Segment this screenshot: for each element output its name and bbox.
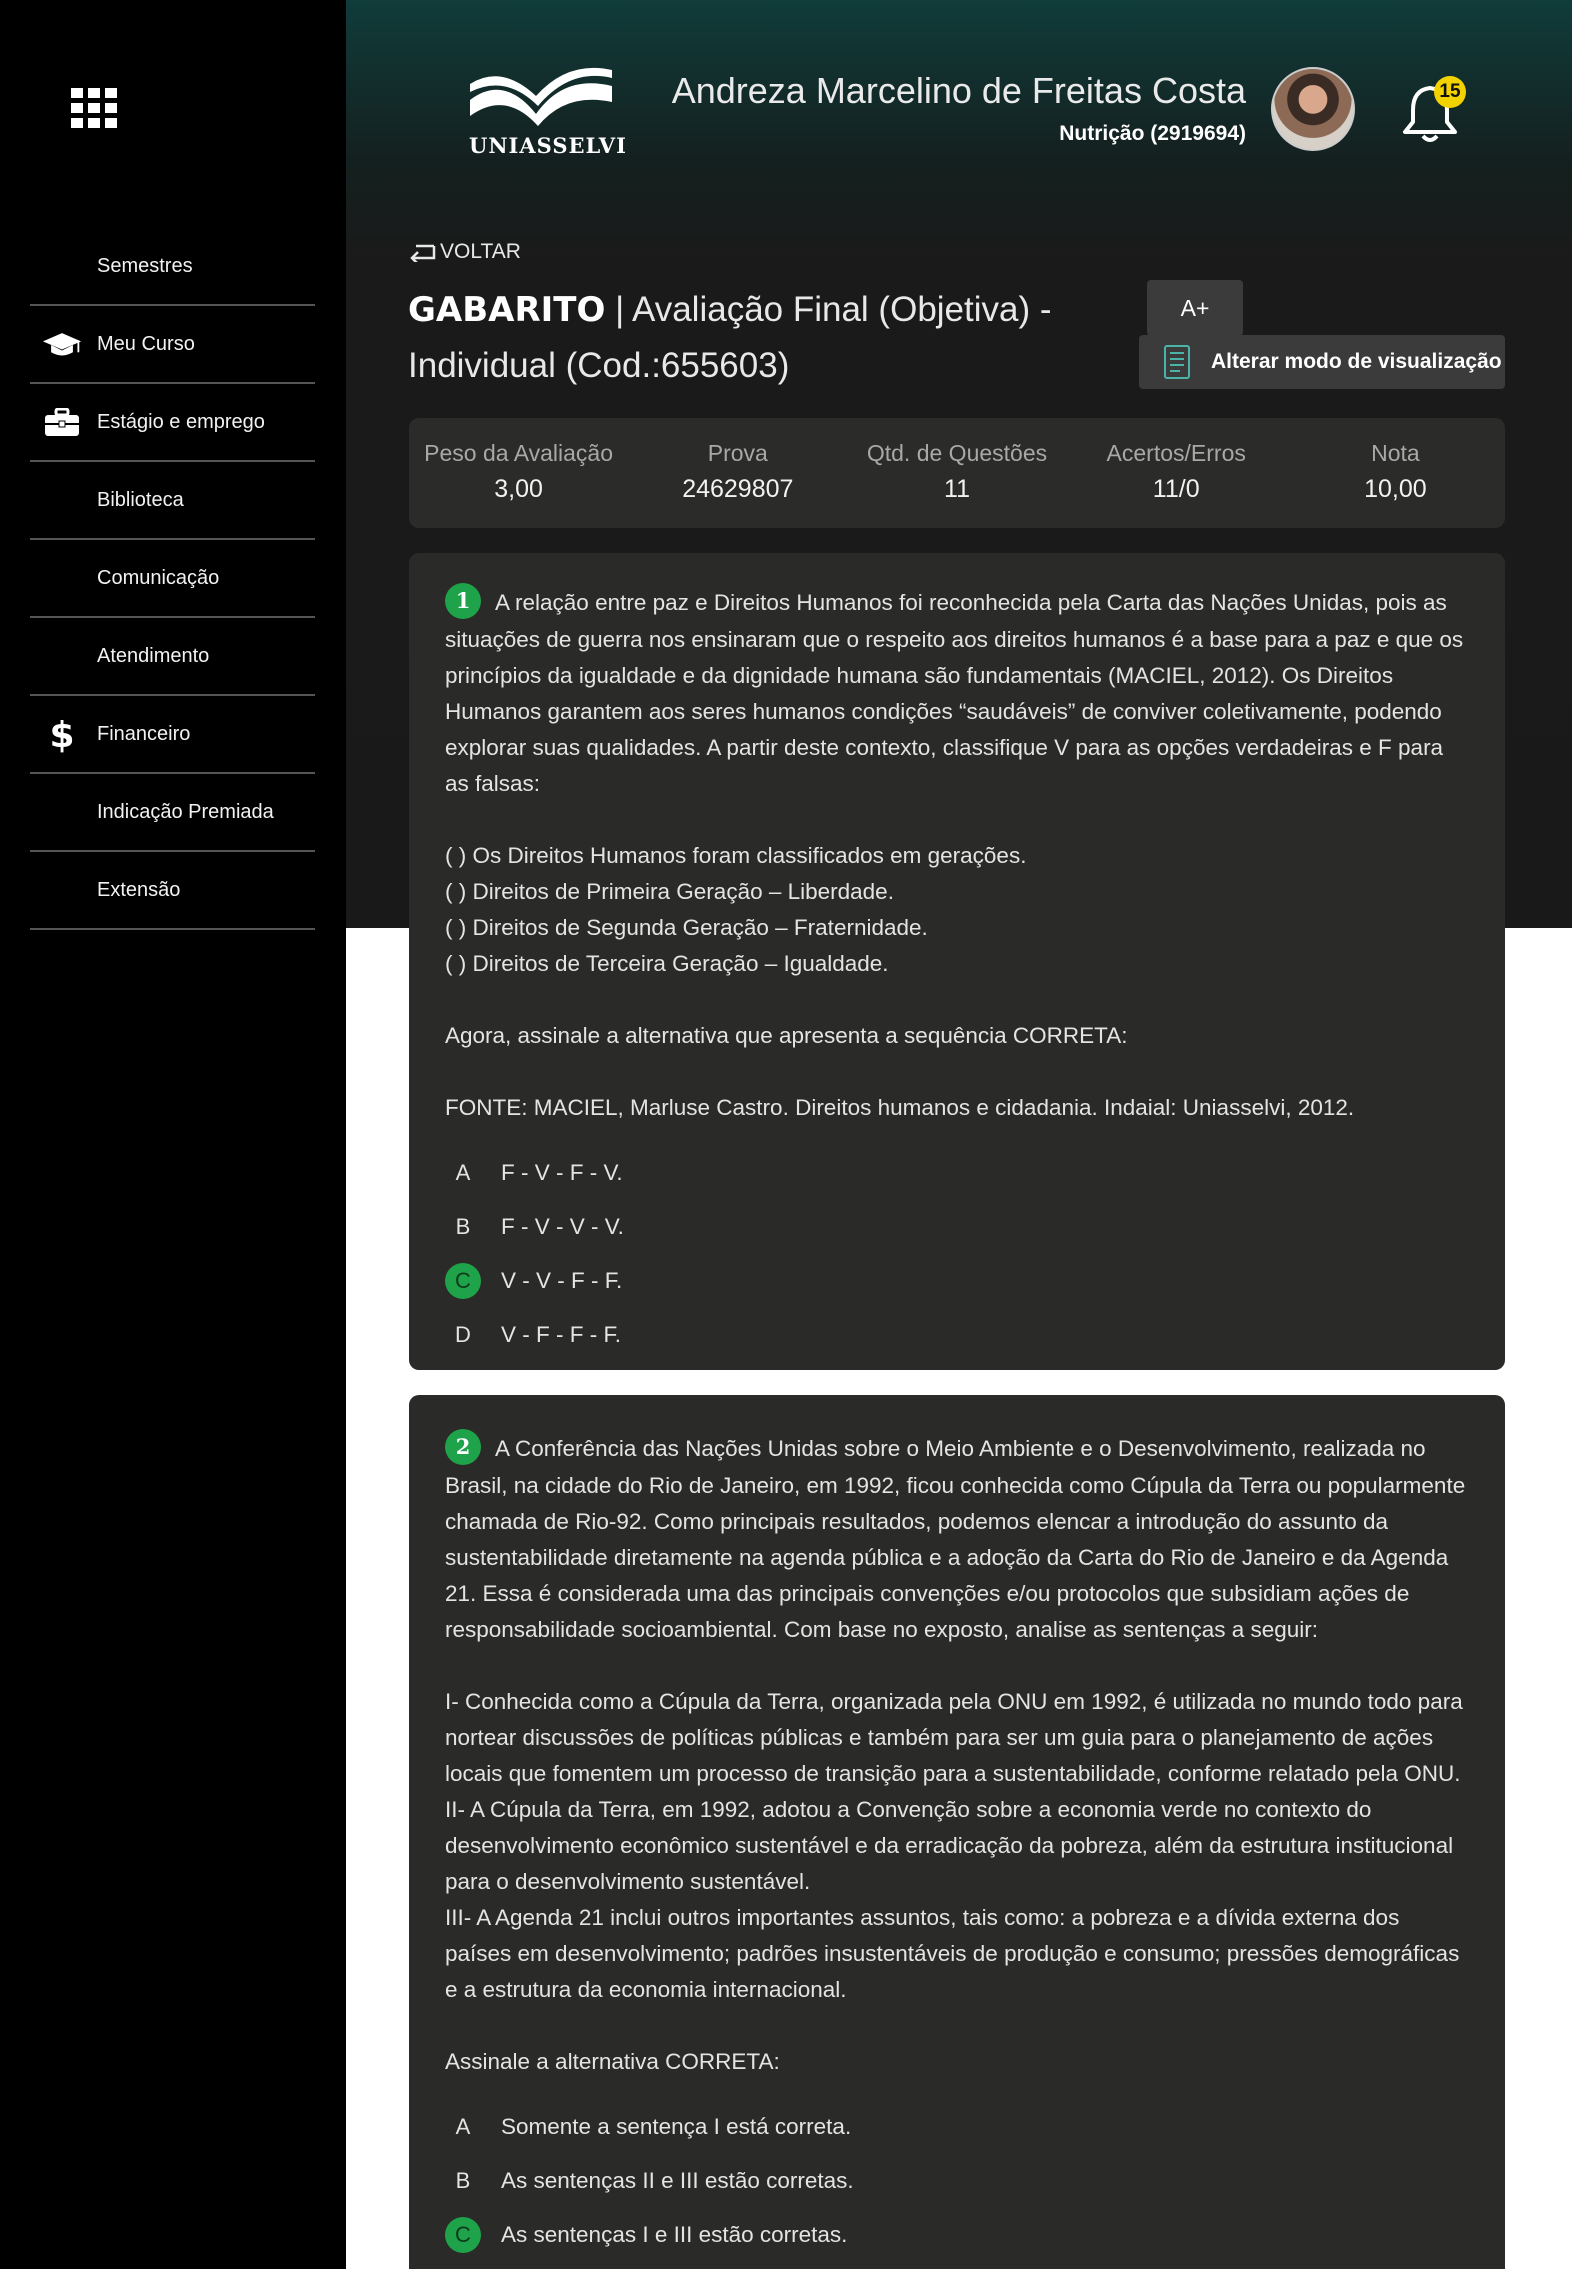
option-letter: A [455, 2114, 471, 2140]
statement: I- Conhecida como a Cúpula da Terra, organizada pela ONU em 1992, é utilizada no mundo todo para nortear discussões de políticas públicas e também para ser um guia para o planejamento de ações locais que fomentem um processo de transição para a sustentabilidade, conforme relatado pela ONU. [445, 1689, 1463, 1787]
uniasselvi-logo[interactable] [466, 66, 627, 162]
option-text: F - V - V - V. [501, 1214, 624, 1240]
stat-value: 11 [944, 475, 970, 503]
question-source: FONTE: MACIEL, Marluse Castro. Direitos humanos e cidadania. Indaial: Uniasselvi, 2012. [445, 1095, 1355, 1121]
option-letter: D [455, 1322, 471, 1348]
change-view-mode-button[interactable] [1139, 335, 1505, 389]
statement: ( ) Direitos de Primeira Geração – Liberdade. [445, 879, 894, 905]
question-card-2 [409, 1395, 1505, 2269]
question-prompt: Assinale a alternativa CORRETA: [445, 2049, 780, 2075]
option-letter: B [455, 2168, 471, 2194]
question-card-1 [409, 553, 1505, 1370]
statement: ( ) Direitos de Segunda Geração – Fraternidade. [445, 915, 928, 941]
sidebar-item-label: Comunicação [97, 566, 220, 589]
sidebar-item-estagio[interactable] [30, 384, 315, 462]
option-b[interactable] [445, 1200, 1469, 1254]
stat-value: 10,00 [1364, 475, 1427, 503]
sidebar-item-label: Extensão [97, 878, 181, 901]
sidebar-menu [30, 228, 315, 930]
sidebar-item-financeiro[interactable] [30, 696, 315, 774]
option-c-correct[interactable] [445, 2208, 1469, 2262]
view-mode-label: Alterar modo de visualização [1211, 350, 1502, 373]
sidebar-item-label: Indicação Premiada [97, 800, 274, 823]
stat-label: Acertos/Erros [1106, 440, 1246, 466]
page-title [408, 282, 1068, 394]
user-course: Nutrição (2919694) [1059, 122, 1246, 145]
briefcase-icon [42, 406, 82, 440]
sidebar-item-extensao[interactable] [30, 852, 315, 930]
evaluation-stats [409, 418, 1505, 528]
document-icon [1163, 344, 1191, 380]
answer-options [445, 2100, 1469, 2262]
question-intro-text: A Conferência das Nações Unidas sobre o Meio Ambiente e o Desenvolvimento, realizada no Brasil, na cidade do Rio de Janeiro, em 1992, ficou conhecida como Cúpula da Terra ou popularmente chamada de Rio-92. Como principais resultados, podemos elencar a introdução do assunto da sustentabilidade diretamente na agenda pública e a adoção da Carta do Rio de Janeiro e da Agenda 21. Essa é considerada uma das principais convenções e/ou protocolos que subsidiam ações de responsabilidade socioambiental. Com base no exposto, analise as sentenças a seguir: [445, 1436, 1466, 1643]
page-title-rest: | Avaliação Final (Objetiva) - Individual (Cod.:655603) [408, 290, 1052, 385]
stat-nota [1286, 418, 1505, 528]
avatar[interactable] [1271, 67, 1355, 151]
option-text: F - V - F - V. [501, 1160, 623, 1186]
sidebar-item-label: Estágio e emprego [97, 410, 265, 433]
back-arrow-icon [408, 242, 436, 262]
back-link[interactable] [408, 240, 521, 264]
stat-acertos-erros [1067, 418, 1286, 528]
sidebar-item-label: Financeiro [97, 722, 191, 745]
question-prompt: Agora, assinale a alternativa que apresenta a sequência CORRETA: [445, 1023, 1128, 1049]
stat-peso [409, 418, 628, 528]
question-intro [445, 1431, 1469, 1648]
increase-font-button[interactable]: A+ [1147, 280, 1243, 336]
option-letter-correct: C [445, 1263, 481, 1299]
option-a[interactable] [445, 1146, 1469, 1200]
graduation-cap-icon [42, 328, 82, 362]
sidebar-item-indicacao[interactable] [30, 774, 315, 852]
sidebar-item-meu-curso[interactable] [30, 306, 315, 384]
option-text: As sentenças I e III estão corretas. [501, 2222, 848, 2248]
stat-prova [628, 418, 847, 528]
option-b[interactable] [445, 2154, 1469, 2208]
option-text: Somente a sentença I está correta. [501, 2114, 852, 2140]
sidebar-item-label: Meu Curso [97, 332, 195, 355]
option-text: V - V - F - F. [501, 1268, 623, 1294]
sidebar-item-label: Atendimento [97, 644, 210, 667]
option-d[interactable] [445, 1308, 1469, 1362]
question-intro-text: A relação entre paz e Direitos Humanos foi reconhecida pela Carta das Nações Unidas, pois as situações de guerra nos ensinaram que o respeito aos direitos humanos é a base para a paz e que os princípios da igualdade e da dignidade humana são fundamentais (MACIEL, 2012). Os Direitos Humanos garantem aos seres humanos condições “saudáveis” de conviver coletivamente, podendo explorar suas qualidades. A partir deste contexto, classifique V para as opções verdadeiras e F para as falsas: [445, 590, 1464, 797]
stat-label: Nota [1371, 440, 1420, 466]
stat-label: Qtd. de Questões [866, 440, 1048, 466]
logo-mark-icon [466, 66, 616, 132]
sidebar-item-label: Semestres [97, 254, 193, 277]
stat-value: 11/0 [1152, 475, 1200, 503]
option-letter-correct: C [445, 2217, 481, 2253]
option-letter: B [455, 1214, 471, 1240]
sidebar-item-comunicacao[interactable] [30, 540, 315, 618]
user-name: Andreza Marcelino de Freitas Costa [671, 70, 1246, 111]
page-title-bold: GABARITO [408, 290, 606, 330]
option-a[interactable] [445, 2100, 1469, 2154]
back-label: VOLTAR [440, 240, 521, 263]
question-number-badge: 1 [445, 583, 481, 619]
option-text: V - F - F - F. [501, 1322, 621, 1348]
sidebar-item-label: Biblioteca [97, 488, 184, 511]
option-letter: A [455, 1160, 471, 1186]
statement: II- A Cúpula da Terra, em 1992, adotou a Convenção sobre a economia verde no contexto do desenvolvimento econômico sustentável e da erradicação da pobreza, além da estrutura institucional para o desenvolvimento sustentável. [445, 1797, 1454, 1895]
stat-label: Peso da Avaliação [424, 440, 614, 466]
sidebar-item-biblioteca[interactable] [30, 462, 315, 540]
answer-options [445, 1146, 1469, 1362]
stat-qtd-questoes [847, 418, 1066, 528]
stat-value: 24629807 [682, 475, 794, 503]
sidebar-item-atendimento[interactable] [30, 618, 315, 696]
option-c-correct[interactable] [445, 1254, 1469, 1308]
statement: III- A Agenda 21 inclui outros importantes assuntos, tais como: a pobreza e a dívida externa dos países em desenvolvimento; padrões insustentáveis de produção e consumo; pressões demográficas e a estrutura da economia internacional. [445, 1905, 1460, 2003]
dollar-icon: $ [49, 714, 75, 756]
stat-label: Prova [707, 440, 768, 466]
stat-value: 3,00 [494, 475, 543, 503]
sidebar-item-semestres[interactable] [30, 228, 315, 306]
notification-count-badge: 15 [1434, 76, 1466, 108]
apps-grid-icon[interactable] [71, 88, 117, 128]
question-intro [445, 585, 1469, 802]
sidebar [0, 0, 346, 2269]
logo-text: UNIASSELVI [469, 133, 627, 158]
statement: ( ) Direitos de Terceira Geração – Igualdade. [445, 951, 889, 977]
question-number-badge: 2 [445, 1429, 481, 1465]
option-text: As sentenças II e III estão corretas. [501, 2168, 854, 2194]
statement: ( ) Os Direitos Humanos foram classificados em gerações. [445, 843, 1027, 869]
